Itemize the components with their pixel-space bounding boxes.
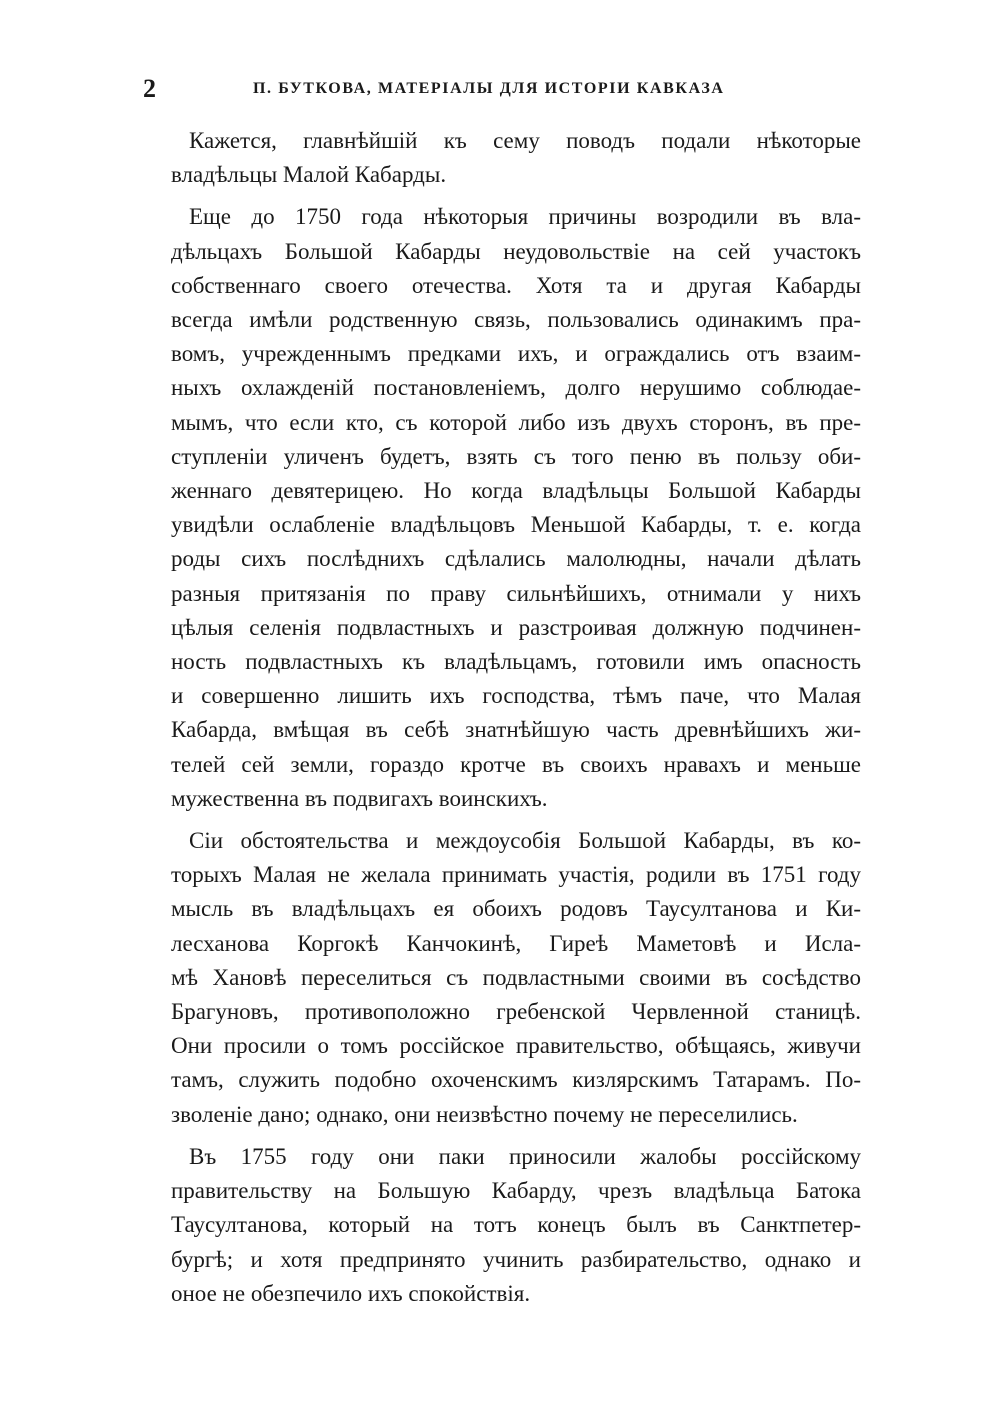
text-line: Брагуновъ, противоположно гребенской Червленной станицѣ. (171, 999, 861, 1025)
text-line: ность подвластныхъ къ владѣльцамъ, готовили имъ опасность (171, 649, 861, 675)
text-line: оное не обезпечило ихъ спокойствія. (171, 1280, 531, 1306)
text-line: вомъ, учрежденнымъ предками ихъ, и ограждались отъ взаим- (171, 341, 861, 367)
paragraph-2 (171, 200, 861, 816)
text-line: мужественна въ подвигахъ воинскихъ. (171, 785, 548, 811)
running-head: П. БУТКОВА, МАТЕРІАЛЫ ДЛЯ ИСТОРІИ КАВКАЗА (253, 80, 725, 97)
paragraph-3 (171, 824, 861, 1132)
text-line: женнаго девятерицею. Но когда владѣльцы Большой Кабарды (171, 478, 861, 504)
text-line: Въ 1755 году они паки приносили жалобы россійскому (189, 1143, 861, 1169)
text-line: ныхъ охлажденій постановленіемъ, долго нерушимо соблюдае- (171, 375, 861, 401)
text-line: Кажется, главнѣйшій къ сему поводъ подали нѣкоторые (189, 128, 861, 153)
text-line: торыхъ Малая не желала принимать участія, родили въ 1751 году (171, 862, 861, 888)
text-line: мѣ Хановѣ переселиться съ подвластными своими въ сосѣдство (171, 964, 861, 990)
text-line: тамъ, служить подобно охоченскимъ кизлярскимъ Татарамъ. По- (171, 1067, 861, 1093)
paragraph-4 (171, 1140, 861, 1311)
text-line: разныя притязанія по праву сильнѣйшихъ, отнимали у нихъ (171, 580, 861, 606)
text-line: и совершенно лишить ихъ господства, тѣмъ паче, что Малая (171, 683, 861, 709)
text-line: роды сихъ послѣднихъ сдѣлались малолюдны, начали дѣлать (171, 546, 861, 572)
text-line: лесханова Коргокѣ Канчокинѣ, Гиреѣ Маметовѣ и Исла- (171, 930, 861, 956)
text-line: Они просили о томъ россійское правительство, обѣщаясь, живучи (171, 1033, 861, 1059)
body-text (171, 124, 861, 1319)
text-line: Еще до 1750 года нѣкоторыя причины возродили въ вла- (189, 204, 861, 230)
text-line: Кабарда, вмѣщая въ себѣ знатнѣйшую часть древнѣйшихъ жи- (171, 717, 861, 743)
text-line: ступленіи уличенъ будетъ, взять съ того пеню въ пользу оби- (171, 443, 861, 469)
text-line: Таусултанова, который на тотъ конецъ былъ въ Санктпетер- (171, 1212, 861, 1238)
text-line: бургѣ; и хотя предпринято учинить разбирательство, однако и (171, 1246, 861, 1272)
text-line: дѣльцахъ Большой Кабарды неудовольствіе на сей участокъ (171, 238, 861, 264)
text-line: увидѣли ослабленіе владѣльцовъ Меньшой Кабарды, т. е. когда (171, 512, 861, 538)
text-line: зволеніе дано; однако, они неизвѣстно почему не переселились. (171, 1101, 798, 1127)
text-line: всегда имѣли родственную связь, пользовались одинакимъ пра- (171, 307, 861, 333)
text-line: правительству на Большую Кабарду, чрезъ владѣльца Батока (171, 1178, 861, 1204)
page-header (143, 74, 863, 104)
text-line: владѣльцы Малой Кабарды. (171, 162, 447, 188)
page-number: 2 (143, 74, 156, 103)
text-line: собственнаго своего отечества. Хотя та и другая Кабарды (171, 272, 861, 298)
text-line: цѣлыя селенія подвластныхъ и разстроивая должную подчинен- (171, 614, 861, 640)
text-line: мысль въ владѣльцахъ ея обоихъ родовъ Таусултанова и Ки- (171, 896, 861, 922)
text-line: телей сей земли, гораздо кротче въ своихъ нравахъ и меньше (171, 751, 861, 777)
text-line: Сіи обстоятельства и междоусобія Большой Кабарды, въ ко- (189, 828, 861, 854)
paragraph-1 (171, 124, 861, 192)
text-line: мымъ, что если кто, съ которой либо изъ двухъ сторонъ, въ пре- (171, 409, 861, 435)
